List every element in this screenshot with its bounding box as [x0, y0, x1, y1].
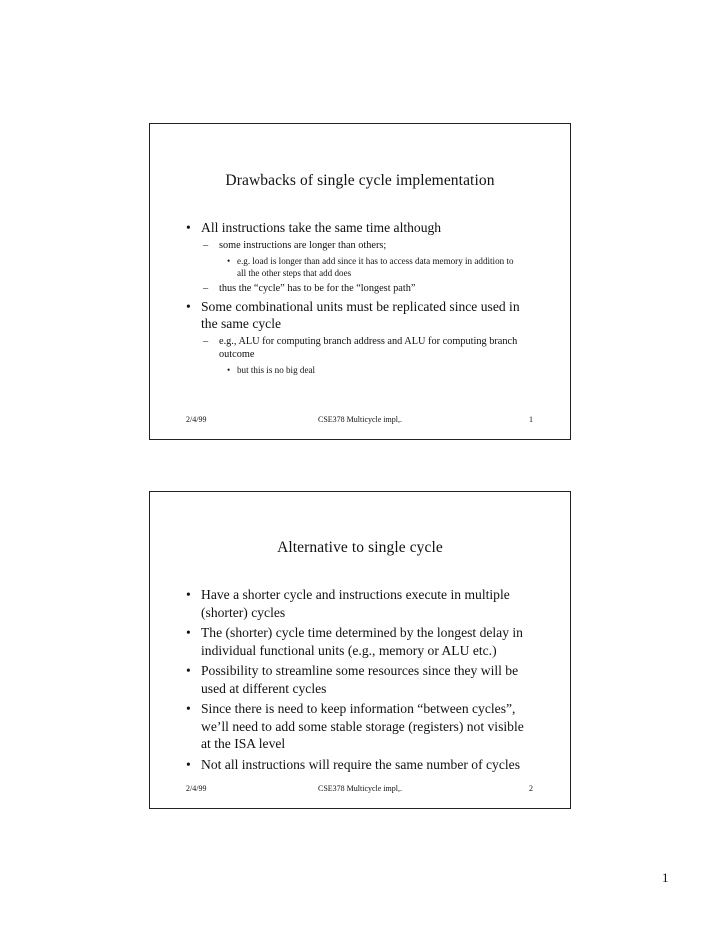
bullet-item: [150, 586, 570, 621]
bullet-item: [150, 219, 570, 236]
sub-bullet-item: [150, 239, 570, 252]
slide-content: [150, 219, 570, 376]
bullet-text: Possibility to streamline some resources since they will be used at different cycles: [201, 663, 519, 696]
bullet-item: [150, 298, 570, 332]
bullet-text: All instructions take the same time although: [201, 220, 442, 235]
bullet-text: Some combinational units must be replicated since used in the same cycle: [201, 299, 520, 331]
dash-marker: –: [203, 336, 209, 347]
dash-marker: –: [203, 283, 209, 294]
slide-title: Alternative to single cycle: [277, 539, 443, 556]
bullet-text: The (shorter) cycle time determined by the longest delay in individual functional units (e.g., memory or ALU etc.): [201, 625, 523, 658]
slide-title: Drawbacks of single cycle implementation: [225, 172, 495, 189]
bullet-item: [150, 624, 570, 659]
bullet-item: [150, 662, 570, 697]
slide-2: [149, 491, 571, 809]
slide-number: 2: [529, 784, 533, 793]
bullet-marker: •: [186, 220, 191, 235]
sub-bullet-text: e.g., ALU for computing branch address and ALU for computing branch outcome: [219, 336, 518, 360]
sub-bullet-item: [150, 282, 570, 295]
bullet-text: Not all instructions will require the same number of cycles: [201, 756, 520, 772]
bullet-text: Since there is need to keep information “between cycles”, we’ll need to add some stable storage (registers) not visible at the ISA level: [201, 701, 524, 751]
bullet-marker: •: [227, 256, 231, 266]
bullet-marker: •: [186, 625, 191, 640]
bullet-item: [150, 756, 570, 774]
bullet-marker: •: [186, 587, 191, 602]
footer-course: CSE378 Multicycle impl,.: [318, 415, 402, 424]
footer-date: 2/4/99: [186, 415, 207, 424]
bullet-text: Have a shorter cycle and instructions execute in multiple (shorter) cycles: [201, 587, 510, 620]
bullet-marker: •: [186, 756, 191, 772]
sub-bullet-item: [150, 335, 570, 361]
sub-bullet-text: thus the “cycle” has to be for the “longest path”: [219, 283, 416, 294]
page-number: 1: [662, 870, 669, 885]
sub-sub-bullet-item: [150, 255, 570, 279]
bullet-marker: •: [186, 701, 191, 716]
bullet-marker: •: [186, 663, 191, 678]
bullet-item: [150, 700, 570, 753]
sub-bullet-text: some instructions are longer than others;: [219, 240, 387, 251]
sub-sub-bullet-text: but this is no big deal: [237, 365, 316, 375]
slide-number: 1: [529, 415, 533, 424]
slide-1: [149, 123, 571, 440]
footer-course: CSE378 Multicycle impl,.: [318, 784, 402, 793]
slide-content: [150, 586, 570, 773]
footer-date: 2/4/99: [186, 784, 207, 793]
sub-sub-bullet-text: e.g. load is longer than add since it has to access data memory in addition to all the other steps that add does: [237, 256, 514, 278]
dash-marker: –: [203, 240, 209, 251]
sub-sub-bullet-item: [150, 364, 570, 376]
bullet-marker: •: [186, 299, 191, 314]
bullet-marker: •: [227, 365, 231, 375]
